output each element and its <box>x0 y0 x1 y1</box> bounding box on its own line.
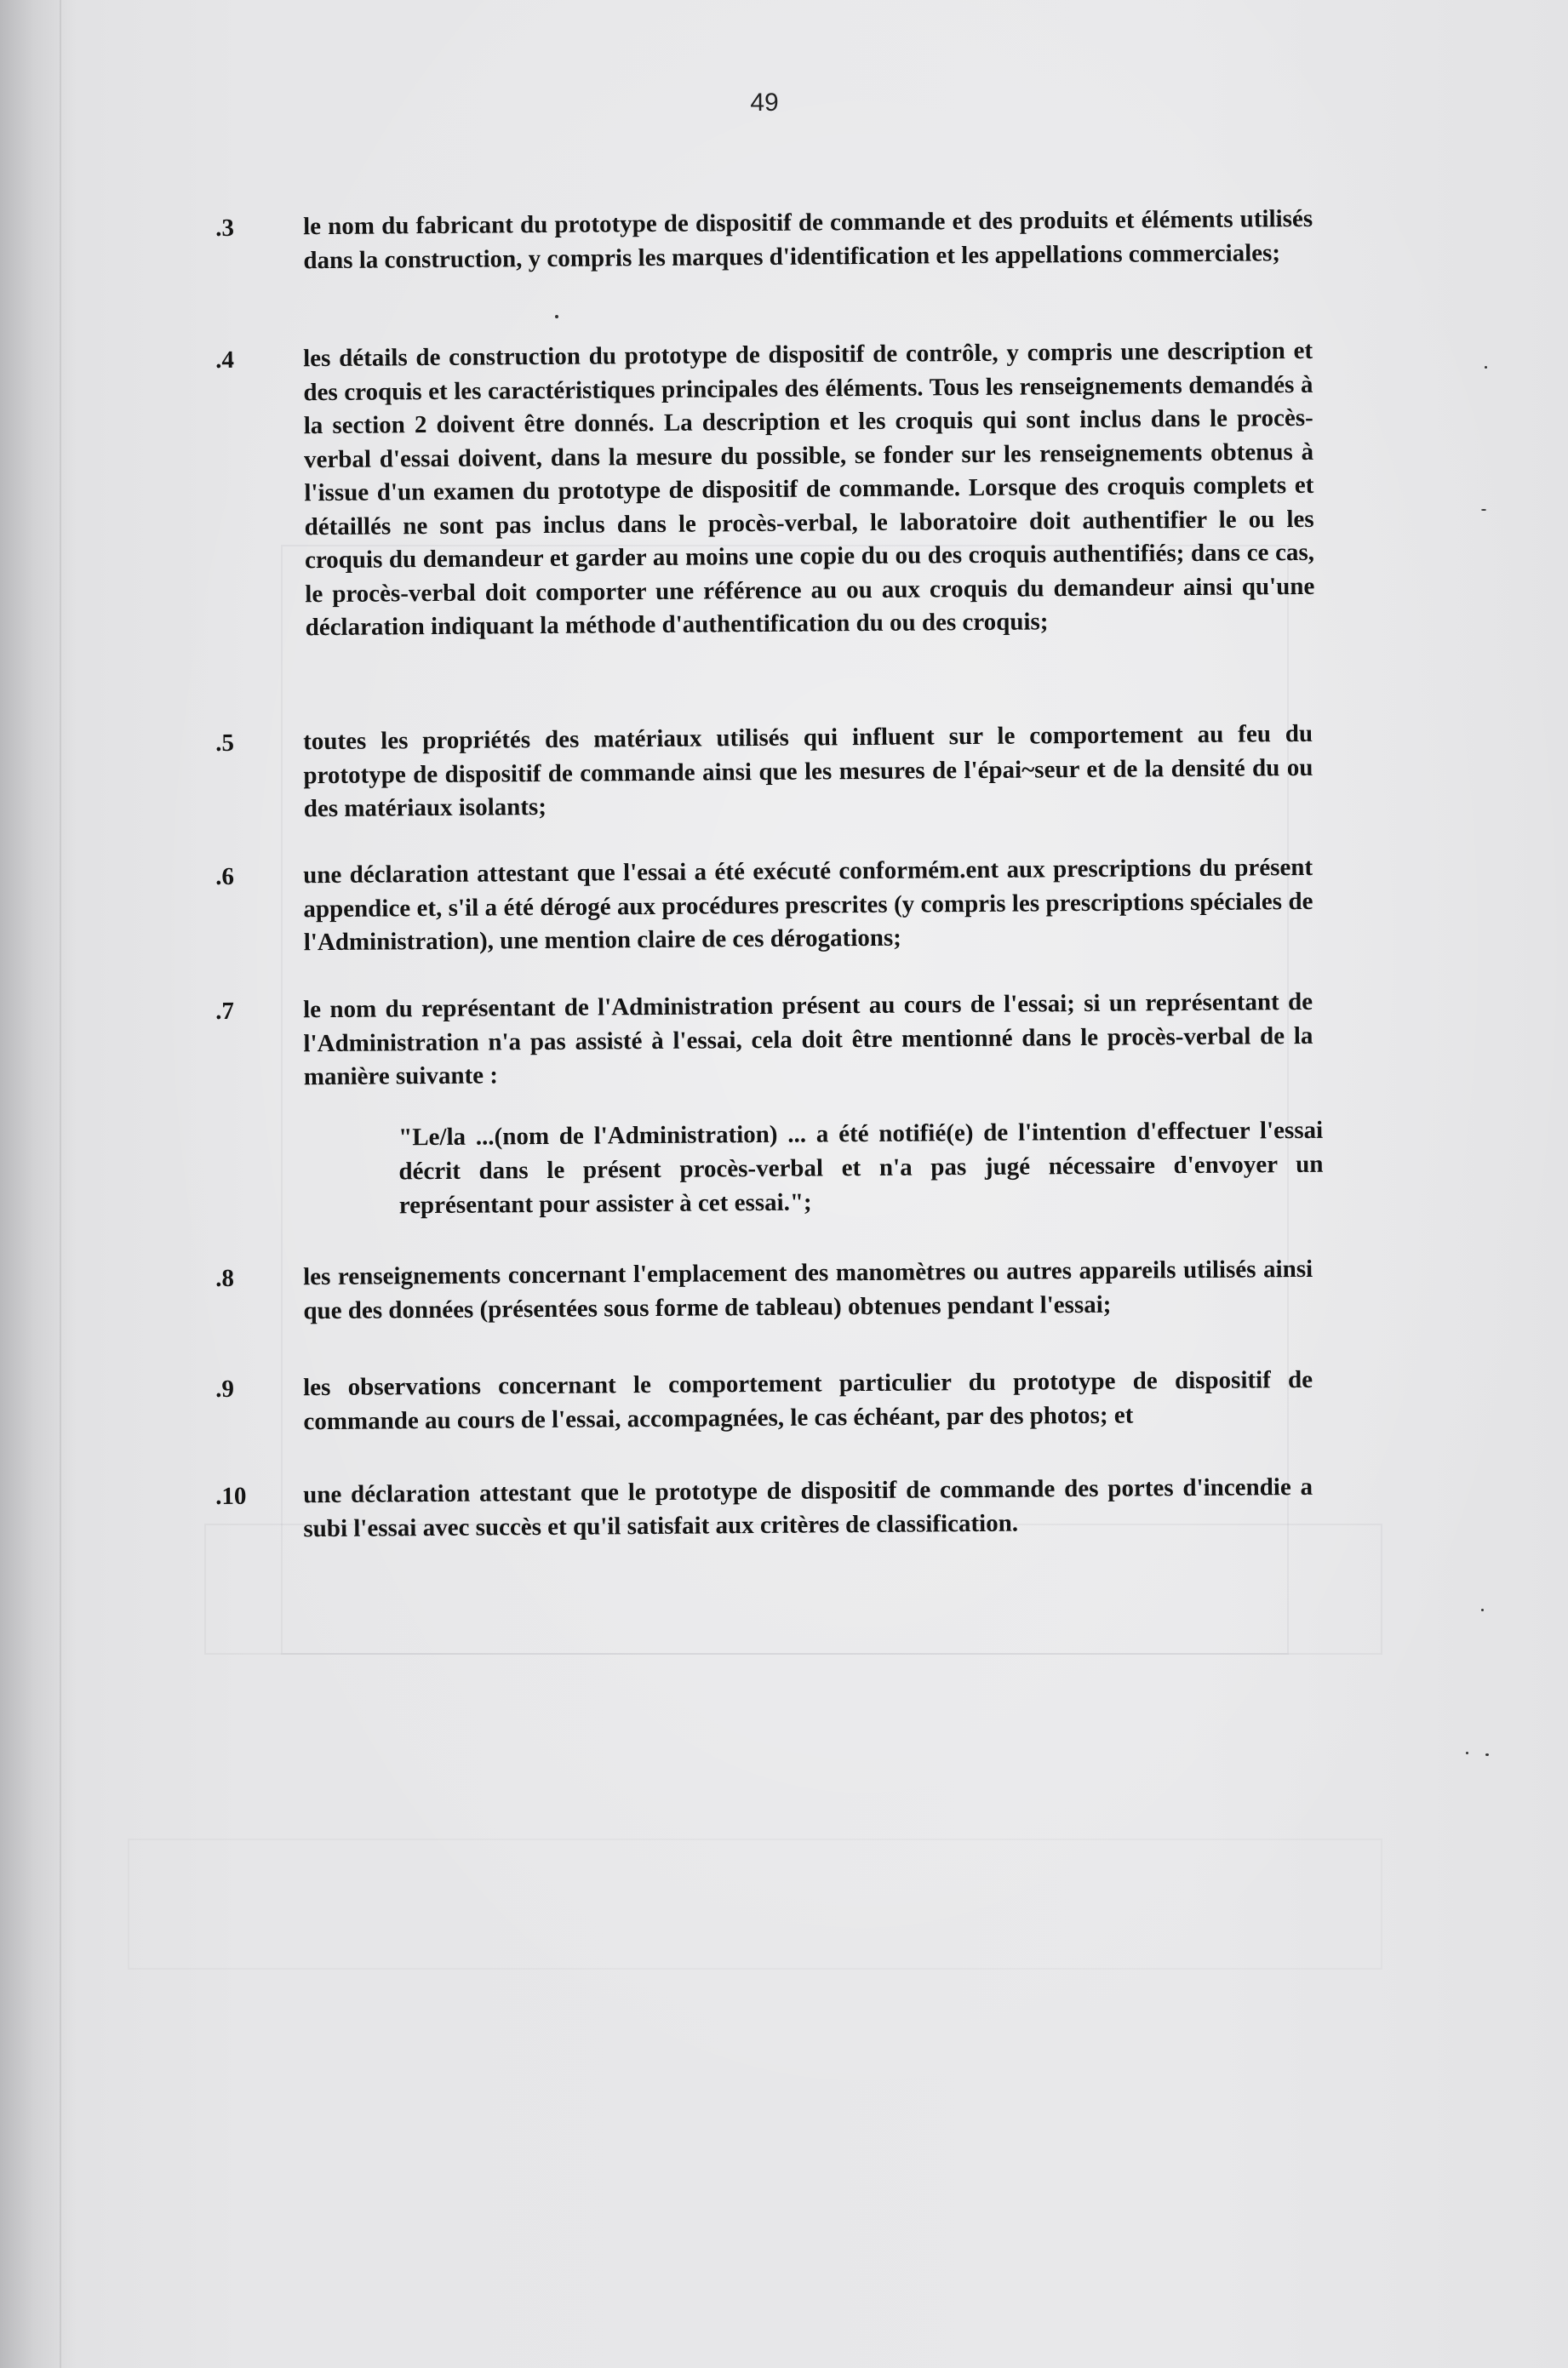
list-item <box>0 849 1568 957</box>
list-item <box>0 1362 1568 1435</box>
scan-speck <box>1481 509 1486 511</box>
list-item <box>0 1469 1568 1542</box>
list-item-number: .5 <box>215 729 235 758</box>
page-number: 49 <box>750 89 779 117</box>
list-item-text: les observations concernant le comportement particulier du prototype de dispositif de commande au cours de l'essai, accompagnées, le cas échéant, par des photos; et <box>303 1365 1313 1435</box>
list-item-number: .3 <box>215 214 235 243</box>
scan-speck <box>1466 1752 1468 1754</box>
block-quote <box>0 1112 1568 1220</box>
list-item <box>0 333 1568 642</box>
list-item-text: toutes les propriétés des matériaux utilisés qui influent sur le comportement au feu du prototype de dispositif de commande ainsi que les mesures de l'épai~seur et de la densité du ou des matériaux isolants; <box>303 719 1313 823</box>
list-item-text: le nom du fabricant du prototype de dispositif de commande et des produits et éléments utilisés dans la construction, y compris les marques d'identification et les appellations commerciales; <box>303 204 1313 274</box>
list-item-text: une déclaration attestant que le prototype de dispositif de commande des portes d'incendie a subi l'essai avec succès et qu'il satisfait aux critères de classification. <box>303 1473 1313 1542</box>
list-item <box>0 716 1568 823</box>
block-quote-text: "Le/la ...(nom de l'Administration) ... a été notifié(e) de l'intention d'effectuer l'essai décrit dans le présent procès-verbal et n'a pas jugé nécessaire d'envoyer un représentant pour assister à cet essai."; <box>398 1116 1324 1220</box>
scan-speck <box>1485 1753 1489 1756</box>
list-item-number: .10 <box>215 1482 247 1511</box>
list-item-text: les renseignements concernant l'emplacement des manomètres ou autres appareils utilisés ainsi que des données (présentées sous forme de tableau) obtenues pendant l'essai; <box>303 1255 1313 1324</box>
list-item-number: .4 <box>215 346 235 375</box>
scan-speck <box>1481 1609 1484 1611</box>
list-item-number: .9 <box>215 1375 235 1404</box>
list-item-text: une déclaration attestant que l'essai a été exécuté conformém.ent aux prescriptions du présent appendice et, s'il a été dérogé aux procédures prescrites (y compris les prescriptions spéciales de l'Administration), une mention claire de ces dérogations; <box>303 853 1313 957</box>
list-item <box>0 201 1568 274</box>
list-item <box>0 984 1568 1091</box>
scan-speck <box>1485 366 1487 369</box>
list-item-number: .8 <box>215 1264 235 1293</box>
list-item-text: les détails de construction du prototype de dispositif de contrôle, y compris une description et des croquis et les caractéristiques principales des éléments. Tous les renseignements demandés à la section 2 doivent être donnés. La description et les croquis qui sont inclus dans le procès-verbal d'essai doivent, dans la mesure du possible, se fonder sur les renseignements obtenus à l'issue d'un examen du prototype de dispositif de commande. Lorsque des croquis complets et détaillés ne sont pas inclus dans le procès-verbal, le laboratoire doit authentifier le ou les croquis du demandeur et garder au moins une copie du ou des croquis authentifiés; dans ce cas, le procès-verbal doit comporter une référence au ou aux croquis du demandeur ainsi qu'une déclaration indiquant la méthode d'authentification du ou des croquis; <box>303 336 1315 642</box>
list-item-number: .7 <box>215 997 235 1026</box>
list-item-number: .6 <box>215 862 235 891</box>
scan-speck <box>555 315 558 318</box>
list-item <box>0 1251 1568 1324</box>
list-item-text: le nom du représentant de l'Administration présent au cours de l'essai; si un représentant de l'Administration n'a pas assisté à l'essai, cela doit être mentionné dans le procès-verbal de la manière suivante : <box>303 987 1313 1091</box>
